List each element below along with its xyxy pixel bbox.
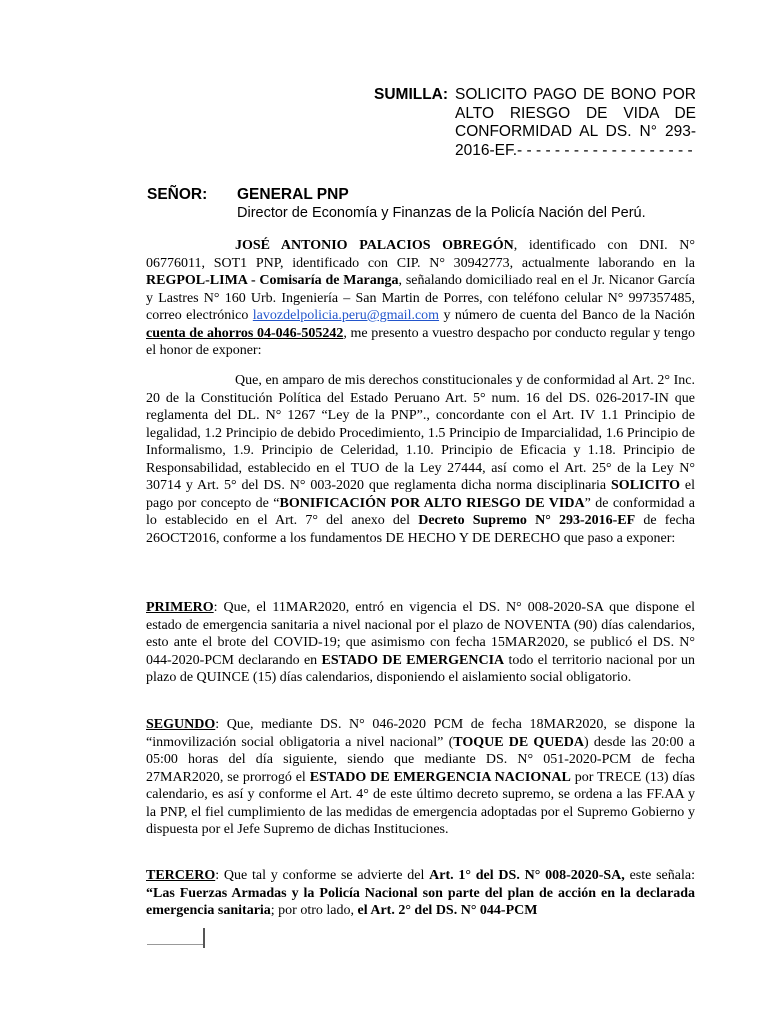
fundamento-paragraph: Que, en amparo de mis derechos constitucionales y de conformidad al Art. 2° Inc. 20 de la Constitución Política del Estado Peruano Art. 5° num. 16 del DS. 026-2017-IN que reglamenta del DL. N° 1267 “Ley de la PNP”., concordante con el Art. IV 1.1 Principio de legalidad, 1.2 Principio de debido Procedimiento, 1.5 Principio de Imparcialidad, 1.6 Principio de Informalismo, 1.9. Principio de Celeridad, 1.10. Principio de Eficacia y 1.18. Principio de Responsabilidad, establecido en el TUO de la Ley 27444, así como el Art. 25° de la Ley N° 30714 y Art. 5° del DS. N° 003-2020 que reglamenta dicha norma disciplinaria SOLICITO el pago por concepto de “BONIFICACIÓN POR ALTO RIESGO DE VIDA” de conformidad a lo establecido en el Art. 7° del anexo del Decreto Supremo N° 293-2016-EF de fecha 26OCT2016, conforme a los fundamentos DE HECHO Y DE DERECHO que paso a exponer: [146, 373, 696, 546]
quote-text: “Las Fuerzas Armadas y la Policía Nacional son parte del plan de acción en la declarada emergencia sanitaria [146, 885, 695, 918]
text-cursor [203, 928, 205, 948]
bonificacion-title: BONIFICACIÓN POR ALTO RIESGO DE VIDA [279, 495, 585, 511]
segundo-paragraph: SEGUNDO: Que, mediante DS. N° 046-2020 PCM de fecha 18MAR2020, se dispone la “inmovilización social obligatoria a nivel nacional” (TOQUE DE QUEDA) desde las 20:00 a 05:00 horas del día siguiente, siendo que mediante DS. N° 051-2020-PCM de fecha 27MAR2020, se prorrogó el ESTADO DE EMERGENCIA NACIONAL por TRECE (13) días calendario, es así y conforme el Art. 4° de este último decreto supremo, se ordena a las FF.AA y la PNP, el fiel cumplimiento de las medidas de emergencia adoptadas por el Supremo Gobierno y dispuesta por el Jefe Supremo de dichas Instituciones. [146, 717, 695, 837]
addressee-title: GENERAL PNP [237, 186, 349, 203]
petitioner-unit: REGPOL-LIMA - Comisaría de Maranga [146, 273, 399, 288]
page-margin-mark [147, 944, 203, 945]
bank-account: cuenta de ahorros 04-046-505242 [146, 325, 344, 341]
art2-reference: el Art. 2° del DS. N° 044-PCM [357, 903, 538, 918]
toque-de-queda: TOQUE DE QUEDA [453, 734, 584, 750]
estado-emergencia: ESTADO DE EMERGENCIA [321, 652, 505, 668]
addressee-label: SEÑOR: [147, 186, 208, 203]
addressee-subtitle: Director de Economía y Finanzas de la Policía Nación del Perú. [237, 205, 646, 221]
art1-reference: Art. 1° del DS. N° 008-2020-SA, [429, 868, 625, 883]
primero-label: PRIMERO [146, 600, 214, 615]
intro-paragraph: JOSÉ ANTONIO PALACIOS OBREGÓN, identificado con DNI. N° 06776011, SOT1 PNP, identificado con CIP. N° 30942773, actualmente laborando en la REGPOL-LIMA - Comisaría de Maranga, señalando domiciliado real en el Jr. Nicanor García y Lastres N° 160 Urb. Ingeniería – San Martin de Porres, con teléfono celular N° 997357485, correo electrónico lavozdelpolicia.peru@gmail.com y número de cuenta del Banco de la Nación cuenta de ahorros 04-046-505242, me presento a vuestro despacho por conducto regular y tengo el honor de exponer: [146, 238, 695, 358]
primero-paragraph: PRIMERO: Que, el 11MAR2020, entró en vigencia el DS. N° 008-2020-SA que dispone el estado de emergencia sanitaria a nivel nacional por el plazo de NOVENTA (90) días calendarios, esto ante el brote del COVID-19; que asimismo con fecha 15MAR2020, se publicó el DS. N° 044-2020-PCM declarando en ESTADO DE EMERGENCIA todo el territorio nacional por un plazo de QUINCE (15) días calendarios, disponiendo el aislamiento social obligatorio. [146, 600, 695, 685]
petitioner-name: JOSÉ ANTONIO PALACIOS OBREGÓN [235, 238, 514, 253]
sumilla-text: SOLICITO PAGO DE BONO POR ALTO RIESGO DE VIDA DE CONFORMIDAD AL DS. N° 293-2016-EF.- - - - - - - - - - - - - - - - - - - [455, 86, 696, 159]
solicito-keyword: SOLICITO [611, 478, 681, 493]
decreto-reference: Decreto Supremo N° 293-2016-EF [418, 513, 636, 528]
estado-emergencia-nacional: ESTADO DE EMERGENCIA NACIONAL [309, 769, 571, 785]
segundo-label: SEGUNDO [146, 717, 216, 732]
tercero-label: TERCERO [146, 868, 216, 883]
sumilla-label: SUMILLA: [374, 86, 449, 103]
tercero-paragraph: TERCERO: Que tal y conforme se advierte del Art. 1° del DS. N° 008-2020-SA, este señala: “Las Fuerzas Armadas y la Policía Nacional son parte del plan de acción en la declarada emergencia sanitaria; por otro lado, el Art. 2° del DS. N° 044-PCM [146, 868, 695, 918]
email-link[interactable]: lavozdelpolicia.peru@gmail.com [252, 308, 440, 323]
